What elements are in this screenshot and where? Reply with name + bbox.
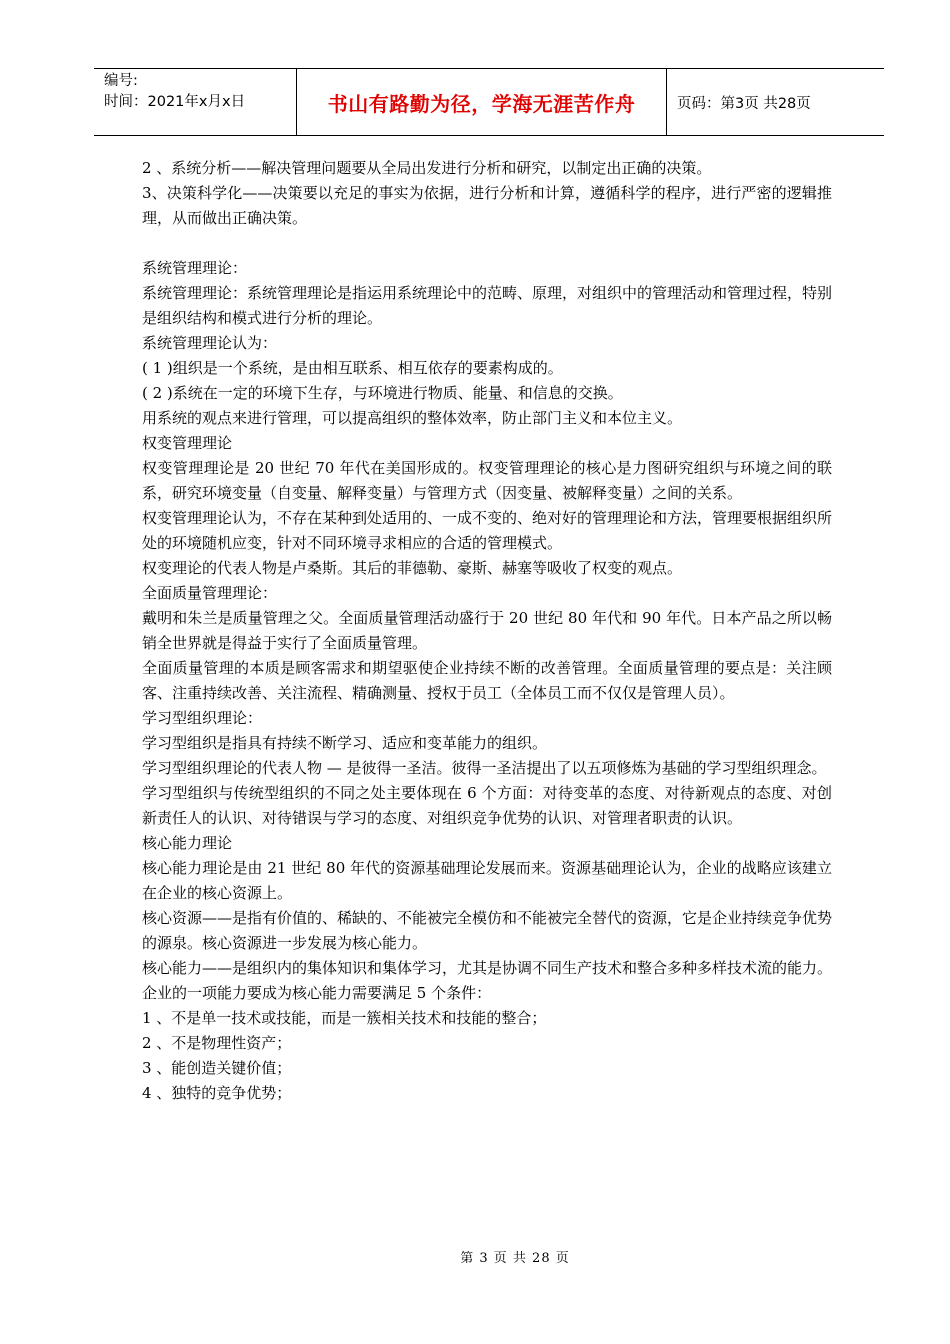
- page-info: 页码：第3页 共28页: [677, 95, 811, 112]
- section-heading: 系统管理理论：: [142, 259, 248, 277]
- paragraph: 权变管理理论是 20 世纪 70 年代在美国形成的。权变管理理论的核心是力图研究组织与环境之间的联系，研究环境变量（自变量、解释变量）与管理方式（因变量、被解释变量）之间的关系。: [142, 459, 832, 502]
- header-page-info: [667, 69, 884, 135]
- paragraph: 学习型组织与传统型组织的不同之处主要体现在 6 个方面：对待变革的态度、对待新观点的态度、对创新责任人的认识、对待错误与学习的态度、对组织竞争优势的认识、对管理者职责的认识。: [142, 784, 832, 827]
- paragraph: 权变管理理论认为，不存在某种到处适用的、一成不变的、绝对好的管理理论和方法，管理要根据组织所处的环境随机应变，针对不同环境寻求相应的合适的管理模式。: [142, 509, 833, 552]
- paragraph: 企业的一项能力要成为核心能力需要满足 5 个条件：: [142, 984, 492, 1002]
- paragraph: 戴明和朱兰是质量管理之父。全面质量管理活动盛行于 20 世纪 80 年代和 90 年代。日本产品之所以畅销全世界就是得益于实行了全面质量管理。: [142, 609, 832, 652]
- paragraph: 学习型组织理论的代表人物 — 是彼得一圣洁。彼得一圣洁提出了以五项修炼为基础的学习型组织理念。: [142, 759, 827, 777]
- paragraph: 核心能力理论是由 21 世纪 80 年代的资源基础理论发展而来。资源基础理论认为，企业的战略应该建立在企业的核心资源上。: [142, 859, 832, 902]
- list-item: 4 、独特的竞争优势；: [142, 1084, 292, 1102]
- blank-line: [142, 231, 832, 256]
- list-item: ( 1 )组织是一个系统，是由相互联系、相互依存的要素构成的。: [142, 359, 563, 377]
- list-item: 3 、能创造关键价值；: [142, 1059, 292, 1077]
- page-header: [94, 68, 884, 136]
- paragraph: 核心能力——是组织内的集体知识和集体学习，尤其是协调不同生产技术和整合多种多样技术流的能力。: [142, 959, 833, 977]
- list-item: 1 、不是单一技术或技能，而是一簇相关技术和技能的整合；: [142, 1009, 547, 1027]
- time-label: 时间：2021年x月x日: [104, 94, 246, 110]
- section-heading: 学习型组织理论：: [142, 709, 263, 727]
- header-meta: [94, 69, 296, 135]
- paragraph: 全面质量管理的本质是顾客需求和期望驱使企业持续不断的改善管理。全面质量管理的要点是：关注顾客、注重持续改善、关注流程、精确测量、授权于员工（全体员工而不仅仅是管理人员）。: [142, 659, 832, 702]
- motto: 书山有路勤为径，学海无涯苦作舟: [327, 91, 636, 116]
- paragraph: 系统管理理论认为：: [142, 334, 278, 352]
- serial-label: 编号:: [104, 73, 138, 89]
- section-heading: 权变管理理论: [142, 434, 233, 452]
- paragraph: 核心资源——是指有价值的、稀缺的、不能被完全模仿和不能被完全替代的资源，它是企业持续竞争优势的源泉。核心资源进一步发展为核心能力。: [142, 909, 833, 952]
- paragraph: 用系统的观点来进行管理，可以提高组织的整体效率，防止部门主义和本位主义。: [142, 409, 683, 427]
- paragraph: 系统管理理论：系统管理理论是指运用系统理论中的范畴、原理，对组织中的管理活动和管理过程，特别是组织结构和模式进行分析的理论。: [142, 284, 833, 327]
- paragraph: 2 、系统分析——解决管理问题要从全局出发进行分析和研究，以制定出正确的决策。: [142, 159, 712, 177]
- paragraph: 权变理论的代表人物是卢桑斯。其后的菲德勒、豪斯、赫塞等吸收了权变的观点。: [142, 559, 683, 577]
- document-body: [142, 156, 832, 1106]
- list-item: ( 2 )系统在一定的环境下生存，与环境进行物质、能量、和信息的交换。: [142, 384, 623, 402]
- section-heading: 核心能力理论: [142, 834, 233, 852]
- header-motto-cell: [296, 69, 667, 135]
- page-footer: 第 3 页 共 28 页: [460, 1251, 570, 1266]
- section-heading: 全面质量管理理论：: [142, 584, 278, 602]
- list-item: 2 、不是物理性资产；: [142, 1034, 292, 1052]
- paragraph: 3、决策科学化——决策要以充足的事实为依据，进行分析和计算，遵循科学的程序，进行严密的逻辑推理，从而做出正确决策。: [142, 184, 832, 227]
- paragraph: 学习型组织是指具有持续不断学习、适应和变革能力的组织。: [142, 734, 548, 752]
